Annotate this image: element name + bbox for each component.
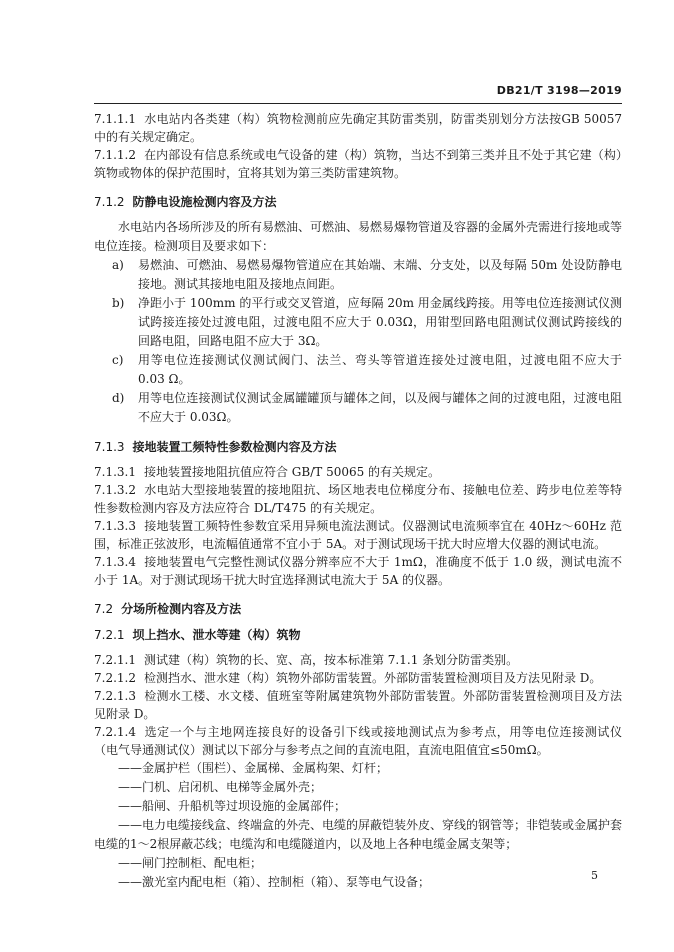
paragraph-7-1-2: 水电站内各场所涉及的所有易燃油、可燃油、易燃易爆物管道及容器的金属外壳需进行接地或等电位连接。检测项目及要求如下： — [94, 220, 623, 253]
clause-number: 7.1.3.4 — [94, 555, 136, 569]
list-text: 用等电位连接测试仪测试金属罐罐顶与罐体之间，以及阀与罐体之间的过渡电阻，过渡电阻不应大于 0.03Ω。 — [138, 391, 622, 424]
clause-number: 7.2.1.2 — [94, 671, 136, 685]
heading-7-2-1 — [94, 625, 622, 645]
list-letter: d) — [112, 391, 125, 405]
page-number: 5 — [591, 869, 598, 882]
clause-7-2-1-4 — [94, 723, 622, 759]
clause-number: 7.1.1.2 — [94, 148, 136, 162]
clause-7-1-3-4 — [94, 553, 622, 589]
list-letter: c) — [112, 353, 124, 367]
heading-7-1-3 — [94, 437, 622, 457]
clause-text: 接地装置电气完整性测试仪器分辨率应不大于 1mΩ，准确度不低于 1.0 级，测试电流不小于 1A。对于测试现场干扰大时宜选择测试电流大于 5A 的仪器。 — [94, 555, 622, 587]
list-item-d — [94, 389, 622, 427]
dash-item-6: ——激光室内配电柜（箱）、控制柜（箱）、泵等电气设备； — [118, 875, 431, 889]
dash-item-2: ——门机、启闭机、电梯等金属外壳； — [118, 780, 323, 794]
list-letter: b) — [112, 296, 125, 310]
clause-7-1-1-1 — [94, 110, 622, 146]
heading-number: 7.2 — [94, 602, 114, 616]
heading-7-1-2 — [94, 192, 622, 212]
clause-number: 7.1.3.3 — [94, 519, 136, 533]
clause-number: 7.1.3.2 — [94, 483, 136, 497]
clause-text: 水电站大型接地装置的接地阻抗、场区地表电位梯度分布、接触电位差、跨步电位差等特性参数检测内容及方法应符合 DL/T475 的有关规定。 — [94, 483, 622, 515]
list-text: 用等电位连接测试仪测试阀门、法兰、弯头等管道连接处过渡电阻，过渡电阻不应大于 0.03 Ω。 — [138, 353, 622, 386]
dash-item-1: ——金属护栏（围栏）、金属梯、金属构架、灯杆； — [118, 761, 389, 775]
header-rule — [94, 103, 622, 104]
list-text: 易燃油、可燃油、易燃易爆物管道应在其始端、末端、分支处，以及每隔 50m 处设防静电接地。测试其接地电阻及接地点间距。 — [138, 258, 622, 291]
list-item-b — [94, 294, 622, 351]
clause-7-1-3-3 — [94, 517, 622, 553]
clause-number: 7.1.1.1 — [94, 112, 136, 126]
clause-text: 检测挡水、泄水建（构）筑物外部防雷装置。外部防雷装置检测项目及方法见附录 D。 — [143, 671, 602, 685]
clause-number: 7.2.1.4 — [94, 725, 136, 739]
heading-number: 7.1.2 — [94, 195, 125, 209]
list-item-c — [94, 351, 622, 389]
clause-text: 在内部设有信息系统或电气设备的建（构）筑物，当达不到第三类并且不处于其它建（构）筑物或物体的保护范围时，宜将其划为第三类防雷建筑物。 — [94, 148, 622, 180]
clause-7-1-3-2 — [94, 481, 622, 517]
clause-text: 测试建（构）筑物的长、宽、高，按本标准第 7.1.1 条划分防雷类别。 — [143, 653, 519, 667]
clause-text: 检测水工楼、水文楼、值班室等附属建筑物外部防雷装置。外部防雷装置检测项目及方法见附录 D。 — [94, 689, 622, 721]
dash-item-4: ——电力电缆接线盒、终端盒的外壳、电缆的屏蔽铠装外皮、穿线的钢管等；非铠装或金属护套电缆的1～2根屏蔽芯线；电缆沟和电缆隧道内，以及地上各种电缆金属支架等； — [94, 818, 623, 851]
list-text: 净距小于 100mm 的平行或交叉管道，应每隔 20m 用金属线跨接。用等电位连接测试仪测试跨接连接处过渡电阻，过渡电阻不应大于 0.03Ω，用钳型回路电阻测试仪测试跨接线的回路电阻，回路电阻不应大于 3Ω。 — [138, 296, 622, 348]
clause-text: 选定一个与主地网连接良好的设备引下线或接地测试点为参考点，用等电位连接测试仪（电气导通测试仪）测试以下部分与参考点之间的直流电阻，直流电阻值宜≤50mΩ。 — [94, 725, 622, 757]
clause-text: 接地装置工频特性参数宜采用异频电流法测试。仪器测试电流频率宜在 40Hz～60Hz 范围，标准正弦波形，电流幅值通常不宜小于 5A。对于测试现场干扰大时应增大仪器的测试电流。 — [94, 519, 622, 551]
clause-7-1-3-1 — [94, 463, 622, 481]
heading-7-2 — [94, 599, 622, 619]
clause-7-1-1-2 — [94, 146, 622, 182]
heading-number: 7.2.1 — [94, 628, 125, 642]
clause-number: 7.2.1.1 — [94, 653, 136, 667]
heading-title: 防静电设施检测内容及方法 — [132, 195, 277, 209]
clause-number: 7.2.1.3 — [94, 689, 136, 703]
dash-item-5: ——闸门控制柜、配电柜； — [118, 856, 263, 870]
dash-item-3: ——船闸、升船机等过坝设施的金属部件； — [118, 799, 347, 813]
heading-title: 接地装置工频特性参数检测内容及方法 — [132, 440, 337, 454]
clause-text: 接地装置接地阻抗值应符合 GB/T 50065 的有关规定。 — [143, 465, 441, 479]
list-item-a — [94, 256, 622, 294]
clause-text: 水电站内各类建（构）筑物检测前应先确定其防雷类别，防雷类别划分方法按GB 50057中的有关规定确定。 — [94, 112, 622, 144]
clause-7-2-1-2 — [94, 669, 622, 687]
clause-7-2-1-1 — [94, 651, 622, 669]
document-code: DB21/T 3198—2019 — [496, 84, 622, 97]
heading-title: 分场所检测内容及方法 — [121, 602, 242, 616]
clause-number: 7.1.3.1 — [94, 465, 136, 479]
list-letter: a) — [112, 258, 124, 272]
heading-title: 坝上挡水、泄水等建（构）筑物 — [132, 628, 301, 642]
heading-number: 7.1.3 — [94, 440, 125, 454]
page-content — [94, 110, 622, 892]
clause-7-2-1-3 — [94, 687, 622, 723]
